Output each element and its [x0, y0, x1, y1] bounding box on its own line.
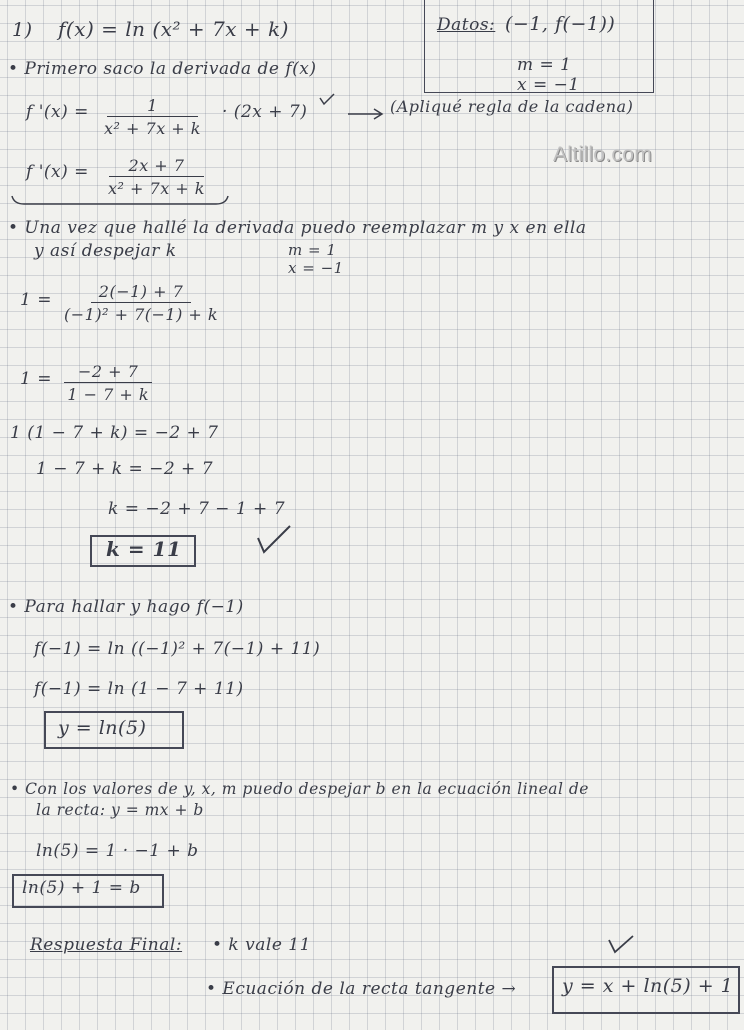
function-definition: f(x) = ln (x² + 7x + k): [58, 17, 289, 41]
find-y-eq1: f(−1) = ln ((−1)² + 7(−1) + 11): [34, 639, 321, 659]
find-y-intro: • Para hallar y hago f(−1): [8, 597, 244, 617]
derivative-line2-lhs: f '(x) =: [26, 162, 89, 182]
fraction-denominator: x² + 7x + k: [108, 179, 205, 198]
eq3: 1 (1 − 7 + k) = −2 + 7: [10, 423, 219, 443]
replace-intro-line1: • Una vez que hallé la derivada puedo reemplazar m y x en ella: [8, 218, 587, 238]
final-line-label: • Ecuación de la recta tangente →: [206, 979, 517, 999]
final-check-icon: [606, 932, 636, 956]
watermark-logo: Altillo.com: [553, 143, 652, 166]
y-result: y = ln(5): [58, 717, 147, 739]
chain-rule-note: (Apliqué regla de la cadena): [390, 97, 634, 116]
eq5: k = −2 + 7 − 1 + 7: [108, 499, 286, 519]
find-b-eq1: ln(5) = 1 · −1 + b: [36, 841, 199, 861]
problem-number: 1): [12, 19, 33, 41]
fraction-numerator: 2(−1) + 7: [91, 282, 192, 303]
check-mark-icon: [254, 522, 294, 556]
small-check-icon: [318, 92, 336, 106]
fraction-numerator: 1: [107, 96, 198, 117]
final-label: Respuesta Final:: [30, 935, 183, 955]
derivative-chain-factor: · (2x + 7): [222, 102, 308, 122]
find-b-intro-line1: • Con los valores de y, x, m puedo despejar b en la ecuación lineal de: [10, 780, 589, 798]
final-k-answer: • k vale 11: [212, 935, 311, 955]
fraction-numerator: −2 + 7: [64, 362, 152, 383]
replace-m: m = 1: [288, 241, 337, 259]
eq4: 1 − 7 + k = −2 + 7: [36, 459, 214, 479]
derivative-intro: • Primero saco la derivada de f(x): [8, 59, 317, 79]
derivative-line1-lhs: f '(x) =: [26, 102, 89, 122]
find-y-eq2: f(−1) = ln (1 − 7 + 11): [34, 679, 244, 699]
eq2-fraction: [64, 362, 152, 404]
datos-x: x = −1: [517, 75, 580, 95]
fraction-denominator: (−1)² + 7(−1) + k: [64, 305, 219, 324]
final-line-answer: y = x + ln(5) + 1: [562, 975, 734, 997]
datos-title: Datos:: [437, 15, 496, 35]
datos-point: (−1, f(−1)): [505, 13, 616, 35]
datos-m: m = 1: [517, 55, 572, 75]
fraction-numerator: 2x + 7: [109, 156, 205, 177]
find-b-intro-line2: la recta: y = mx + b: [36, 801, 204, 819]
b-result: ln(5) + 1 = b: [22, 878, 141, 898]
eq1-lhs: 1 =: [20, 290, 52, 310]
k-result: k = 11: [106, 537, 182, 561]
fraction-denominator: x² + 7x + k: [104, 119, 201, 138]
replace-intro-line2: y así despejar k: [34, 241, 177, 261]
eq1-fraction: [64, 282, 218, 324]
derivative-line1-fraction: [104, 96, 201, 138]
derivative-bracket: [10, 194, 230, 208]
eq2-lhs: 1 =: [20, 369, 52, 389]
arrow-right-icon: [346, 106, 386, 120]
replace-x: x = −1: [288, 259, 344, 277]
derivative-line2-fraction: [108, 156, 205, 198]
fraction-denominator: 1 − 7 + k: [67, 385, 150, 404]
